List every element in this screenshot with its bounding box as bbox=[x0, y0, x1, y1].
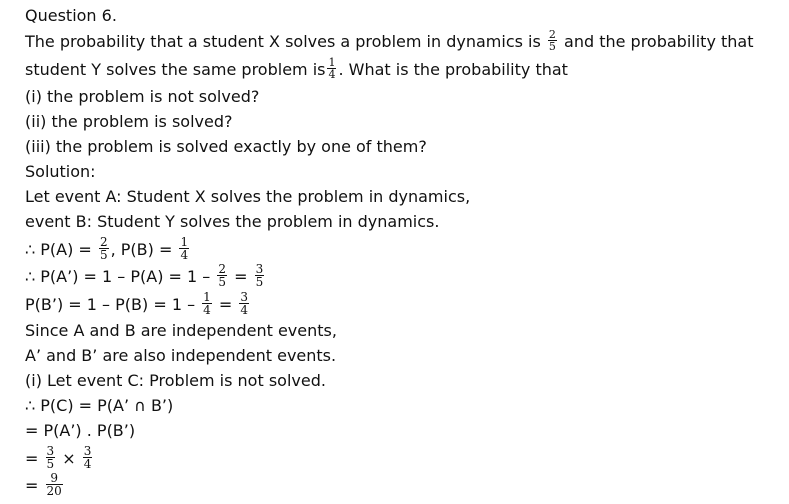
part-i-event-definition: (i) Let event C: Problem is not solved. bbox=[25, 371, 326, 390]
denominator: 5 bbox=[99, 248, 108, 262]
denominator: 4 bbox=[240, 303, 249, 317]
question-label: Question 6. bbox=[25, 6, 117, 25]
numerator: 1 bbox=[328, 56, 336, 69]
solution-label: Solution: bbox=[25, 162, 96, 181]
multiplication-line bbox=[25, 444, 94, 472]
fraction bbox=[46, 445, 56, 470]
numerator: 2 bbox=[548, 28, 556, 41]
question-text-line-1 bbox=[25, 28, 754, 54]
fraction bbox=[179, 236, 189, 261]
independence-statement-1: Since A and B are independent events, bbox=[25, 321, 337, 340]
denominator: 4 bbox=[180, 248, 189, 262]
probability-a-complement-line bbox=[25, 262, 266, 290]
question-text-part: . What is the probability that bbox=[338, 60, 568, 79]
math-text: = bbox=[234, 267, 248, 286]
numerator: 1 bbox=[203, 290, 211, 304]
question-text-part: The probability that a student X solves a problem in dynamics is bbox=[25, 32, 541, 51]
math-text: P(B’) = 1 – P(B) = 1 – bbox=[25, 295, 196, 314]
denominator: 20 bbox=[46, 484, 62, 498]
fraction bbox=[202, 291, 212, 316]
numerator: 9 bbox=[46, 472, 63, 485]
denominator: 5 bbox=[548, 40, 556, 53]
math-text: ∴ P(A) = bbox=[25, 240, 92, 259]
denominator: 5 bbox=[218, 275, 227, 289]
math-text: = bbox=[218, 295, 233, 314]
fraction bbox=[46, 472, 63, 497]
denominator: 5 bbox=[46, 457, 55, 471]
product-line: = P(A’) . P(B’) bbox=[25, 421, 136, 440]
numerator: 1 bbox=[180, 235, 189, 249]
numerator: 3 bbox=[240, 290, 249, 304]
denominator: 5 bbox=[255, 275, 264, 289]
math-text: = bbox=[25, 476, 39, 495]
event-a-definition: Let event A: Student X solves the problem in dynamics, bbox=[25, 187, 471, 206]
question-text-part: student Y solves the same problem is bbox=[25, 60, 326, 79]
question-part-ii: (ii) the problem is solved? bbox=[25, 112, 233, 131]
event-b-definition: event B: Student Y solves the problem in dynamics. bbox=[25, 212, 440, 231]
question-part-iii: (iii) the problem is solved exactly by one of them? bbox=[25, 137, 427, 156]
fraction bbox=[239, 291, 249, 316]
numerator: 2 bbox=[218, 262, 227, 276]
numerator: 3 bbox=[46, 444, 55, 458]
denominator: 4 bbox=[203, 303, 211, 317]
math-text: = bbox=[25, 449, 39, 468]
probability-a-b-line bbox=[25, 235, 191, 263]
fraction bbox=[255, 263, 265, 288]
question-text-line-2 bbox=[25, 56, 568, 82]
result-line bbox=[25, 471, 65, 499]
numerator: 3 bbox=[83, 444, 92, 458]
fraction bbox=[83, 445, 93, 470]
math-text: , P(B) = bbox=[110, 240, 173, 259]
denominator: 4 bbox=[83, 457, 92, 471]
numerator: 3 bbox=[255, 262, 264, 276]
probability-c-line: ∴ P(C) = P(A’ ∩ B’) bbox=[25, 396, 174, 415]
fraction bbox=[99, 236, 109, 261]
denominator: 4 bbox=[328, 68, 336, 81]
independence-statement-2: A’ and B’ are also independent events. bbox=[25, 346, 337, 365]
multiply-sign: × bbox=[62, 449, 76, 468]
numerator: 2 bbox=[99, 235, 108, 249]
question-text-part: and the probability that bbox=[564, 32, 754, 51]
fraction bbox=[548, 29, 557, 52]
fraction bbox=[327, 57, 336, 80]
question-part-i: (i) the problem is not solved? bbox=[25, 87, 260, 106]
fraction bbox=[217, 263, 227, 288]
probability-b-complement-line bbox=[25, 290, 251, 318]
math-text: ∴ P(A’) = 1 – P(A) = 1 – bbox=[25, 267, 211, 286]
